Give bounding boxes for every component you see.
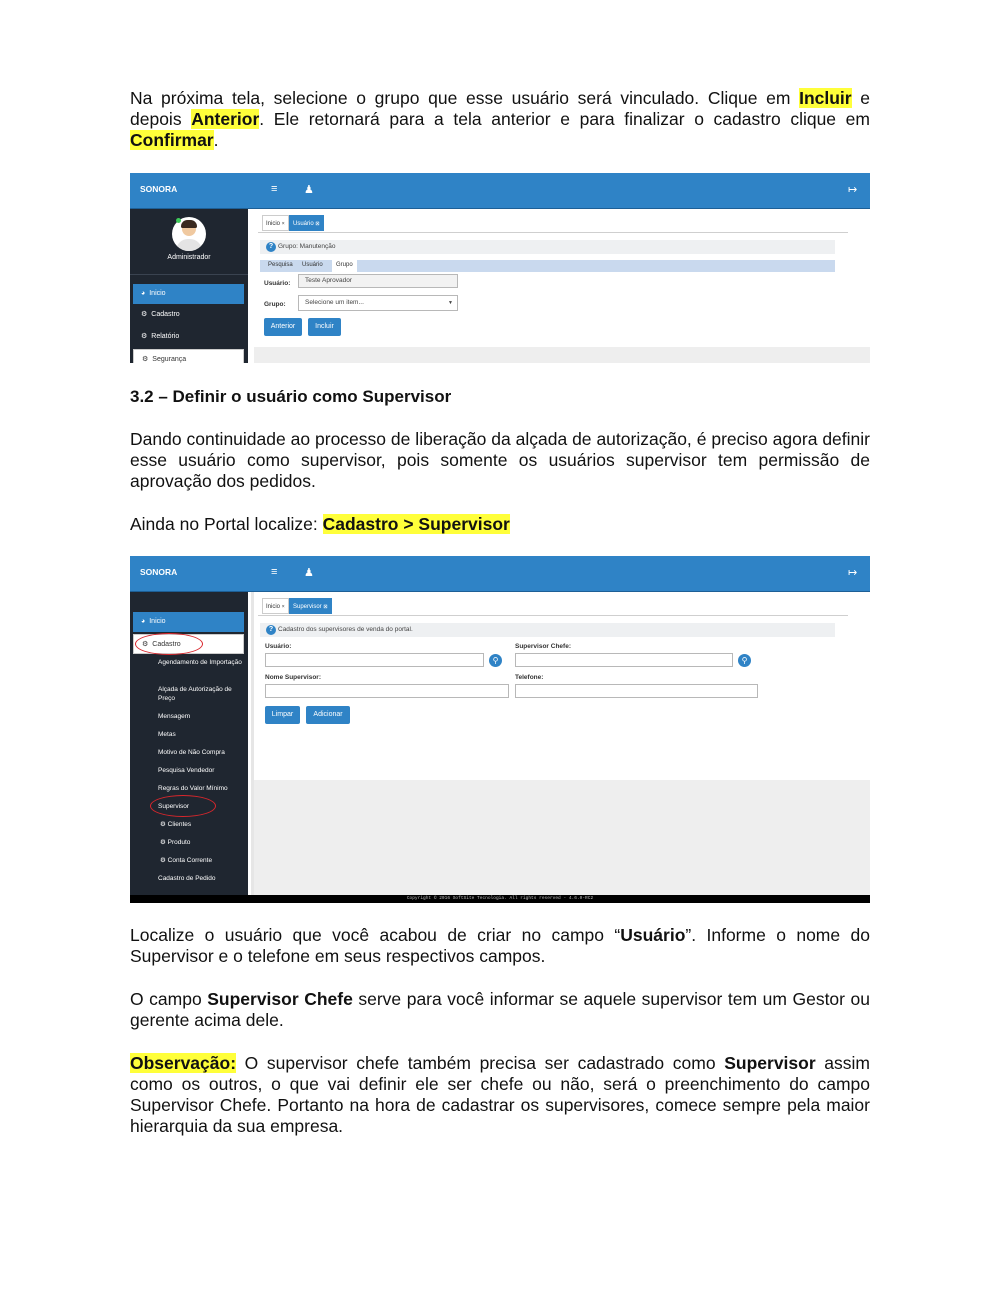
highlight-cadastro-supervisor: Cadastro > Supervisor <box>322 514 510 534</box>
text: O supervisor chefe também precisa ser cadastrado como <box>236 1053 725 1073</box>
intro-paragraph <box>130 88 870 151</box>
chefe-paragraph <box>130 989 870 1031</box>
gears-icon: ⚙ <box>160 857 168 864</box>
divider <box>130 274 248 275</box>
logout-icon[interactable]: ↦ <box>848 184 858 196</box>
adicionar-button[interactable]: Adicionar <box>306 706 350 724</box>
text: Localize o usuário que você acabou de criar no campo “ <box>130 925 621 945</box>
anterior-button[interactable]: Anterior <box>264 318 302 336</box>
dropdown-arrow-icon: ▼ <box>448 300 453 306</box>
grupo-select[interactable] <box>298 295 458 311</box>
info-bar <box>260 240 835 254</box>
submenu-conta-corrente[interactable] <box>160 856 250 865</box>
submenu-alcada[interactable]: Alçada de Autorização de Preço <box>158 686 232 702</box>
text: Na próxima tela, selecione o grupo que esse usuário será vinculado. Clique em <box>130 88 800 108</box>
subtab-pesquisa[interactable]: Pesquisa <box>268 262 293 268</box>
highlight-confirmar: Confirmar <box>130 130 214 150</box>
submenu-regras[interactable]: Regras do Valor Mínimo <box>158 785 228 792</box>
brand-logo: SONORA <box>140 567 178 577</box>
text: . Ele retornará para a tela anterior e para finalizar o cadastro clique em <box>259 109 870 129</box>
submenu-label: Conta Corrente <box>167 857 213 864</box>
menu-icon[interactable]: ≡ <box>271 183 278 195</box>
gears-icon: ⚙ <box>141 333 148 340</box>
nome-supervisor-input[interactable] <box>265 684 509 698</box>
tab-label: Usuário <box>293 221 314 227</box>
sidebar-item-label: Inicio <box>149 290 166 297</box>
usuario-field: Teste Aprovador <box>298 274 458 288</box>
top-bar <box>130 173 870 209</box>
search-icon[interactable]: ⚲ <box>738 654 751 667</box>
tab-label: Inicio <box>266 221 281 227</box>
locate-paragraph <box>130 514 870 535</box>
sidebar <box>130 209 248 363</box>
gears-icon: ⚙ <box>160 839 168 846</box>
submenu-clientes[interactable] <box>160 820 250 829</box>
copyright-footer: Copyright © 2016 SoftSite Tecnologia. All rights reserved - 4.6.0-RC2 <box>130 895 870 903</box>
usuario-label: Usuário: <box>264 280 291 287</box>
main-content <box>254 592 870 895</box>
help-icon: ? <box>266 242 276 252</box>
top-bar <box>130 556 870 592</box>
text: . <box>213 130 219 150</box>
close-icon[interactable]: × <box>281 221 285 227</box>
close-icon[interactable]: ⊠ <box>315 221 320 227</box>
telefone-label: Telefone: <box>515 674 544 681</box>
bold-usuario: Usuário <box>620 925 686 945</box>
supervisor-chefe-label: Supervisor Chefe: <box>515 643 571 650</box>
sidebar-item-seguranca[interactable] <box>133 349 244 363</box>
sidebar-item-relatorio[interactable] <box>133 327 244 347</box>
submenu-agendamento[interactable]: Agendamento de Importação <box>158 659 242 666</box>
submenu-metas[interactable]: Metas <box>158 731 176 738</box>
text: e depois <box>130 88 870 129</box>
gears-icon: ⚙ <box>142 356 149 363</box>
observacao-paragraph <box>130 1053 870 1137</box>
nome-supervisor-label: Nome Supervisor: <box>265 674 321 681</box>
sidebar-item-label: Cadastro <box>152 641 181 648</box>
telefone-input[interactable] <box>515 684 758 698</box>
tab-usuario[interactable] <box>289 215 324 231</box>
section-heading: 3.2 – Definir o usuário como Supervisor <box>130 387 452 406</box>
tab-inicio[interactable] <box>262 215 289 231</box>
tab-label: Inicio <box>266 604 281 610</box>
info-bar <box>260 623 835 637</box>
sidebar-item-cadastro[interactable] <box>133 305 244 325</box>
menu-icon[interactable]: ≡ <box>271 566 278 578</box>
tab-label: Supervisor <box>293 604 322 610</box>
online-status-icon <box>176 218 181 223</box>
sidebar-item-inicio[interactable] <box>133 284 244 304</box>
bold-supervisor: Supervisor <box>724 1053 816 1073</box>
supervisor-chefe-input[interactable] <box>515 653 733 667</box>
footer-area <box>254 347 870 363</box>
submenu-mensagem[interactable]: Mensagem <box>158 713 191 720</box>
text: ”. Informe o nome do Supervisor e o telefone em seus respectivos campos. <box>130 925 870 966</box>
subtabs-bar <box>260 260 835 272</box>
submenu-motivo[interactable]: Motivo de Não Compra <box>158 749 225 756</box>
continuation-paragraph: Dando continuidade ao processo de liberação da alçada de autorização, é preciso agora definir esse usuário como supervisor, pois somente os usuários supervisor tem permissão de aprovação dos pedidos. <box>130 429 870 491</box>
text: assim como os outros, o que vai definir ele ser chefe ou não, será o preenchimento do campo Supervisor Chefe. Portanto na hora de cadastrar os supervisores, comece sempre pela maior hierarquia da sua empresa. <box>130 1053 870 1136</box>
empty-area <box>254 780 870 895</box>
gears-icon: ⚙ <box>142 641 149 648</box>
red-circle-annotation <box>150 795 216 817</box>
tab-inicio[interactable] <box>262 598 289 614</box>
info-text: Grupo: Manutenção <box>278 243 336 250</box>
sidebar-item-label: Cadastro <box>151 311 180 318</box>
gears-icon: ⚙ <box>160 821 168 828</box>
user-icon[interactable]: ♟ <box>304 567 314 579</box>
info-text: Cadastro dos supervisores de venda do portal. <box>278 626 413 633</box>
grupo-label: Grupo: <box>264 301 286 308</box>
user-icon[interactable]: ♟ <box>304 184 314 196</box>
usuario-label: Usuário: <box>265 643 292 650</box>
text: Ainda no Portal localize: <box>130 514 323 534</box>
tab-divider <box>258 615 848 616</box>
dashboard-icon: ◕ <box>141 290 146 297</box>
sidebar-item-inicio[interactable] <box>133 612 244 632</box>
sidebar-item-label: Segurança <box>152 356 187 363</box>
brand-logo: SONORA <box>140 184 178 194</box>
close-icon[interactable]: × <box>281 604 285 610</box>
tab-divider <box>258 232 848 233</box>
screenshot-supervisor <box>130 556 870 903</box>
highlight-observacao: Observação: <box>130 1053 237 1073</box>
sidebar <box>130 592 248 895</box>
submenu-produto[interactable] <box>160 838 250 847</box>
text: O campo <box>130 989 208 1009</box>
submenu-label: Clientes <box>167 821 192 828</box>
red-circle-annotation <box>135 633 203 655</box>
gears-icon: ⚙ <box>141 311 148 318</box>
logout-icon[interactable]: ↦ <box>848 567 858 579</box>
localize-paragraph <box>130 925 870 967</box>
text: serve para você informar se aquele supervisor tem um Gestor ou gerente acima dele. <box>130 989 870 1030</box>
help-icon: ? <box>266 625 276 635</box>
tab-supervisor[interactable] <box>289 598 332 614</box>
screenshot-user-group <box>130 173 870 363</box>
dashboard-icon: ◕ <box>141 618 146 625</box>
sidebar-item-label: Relatório <box>151 333 180 340</box>
incluir-button[interactable]: Incluir <box>308 318 341 336</box>
highlight-anterior: Anterior <box>191 109 260 129</box>
submenu-label: Produto <box>167 839 191 846</box>
limpar-button[interactable]: Limpar <box>265 706 300 724</box>
submenu-cadastro-pedido[interactable]: Cadastro de Pedido <box>158 875 216 882</box>
user-name: Administrador <box>167 254 211 261</box>
search-icon[interactable]: ⚲ <box>489 654 502 667</box>
main-content <box>254 209 870 363</box>
sidebar-item-label: Inicio <box>149 618 166 625</box>
close-icon[interactable]: ⊠ <box>323 604 328 610</box>
highlight-incluir: Incluir <box>799 88 852 108</box>
usuario-input[interactable] <box>265 653 484 667</box>
subtab-grupo[interactable]: Grupo <box>332 260 357 272</box>
submenu-supervisor[interactable]: Supervisor <box>158 803 190 810</box>
grupo-placeholder: Selecione um item... <box>305 299 364 306</box>
submenu-pesquisa-vendedor[interactable]: Pesquisa Vendedor <box>158 767 215 774</box>
subtab-usuario[interactable]: Usuário <box>302 262 323 268</box>
bold-supervisor-chefe: Supervisor Chefe <box>207 989 353 1009</box>
